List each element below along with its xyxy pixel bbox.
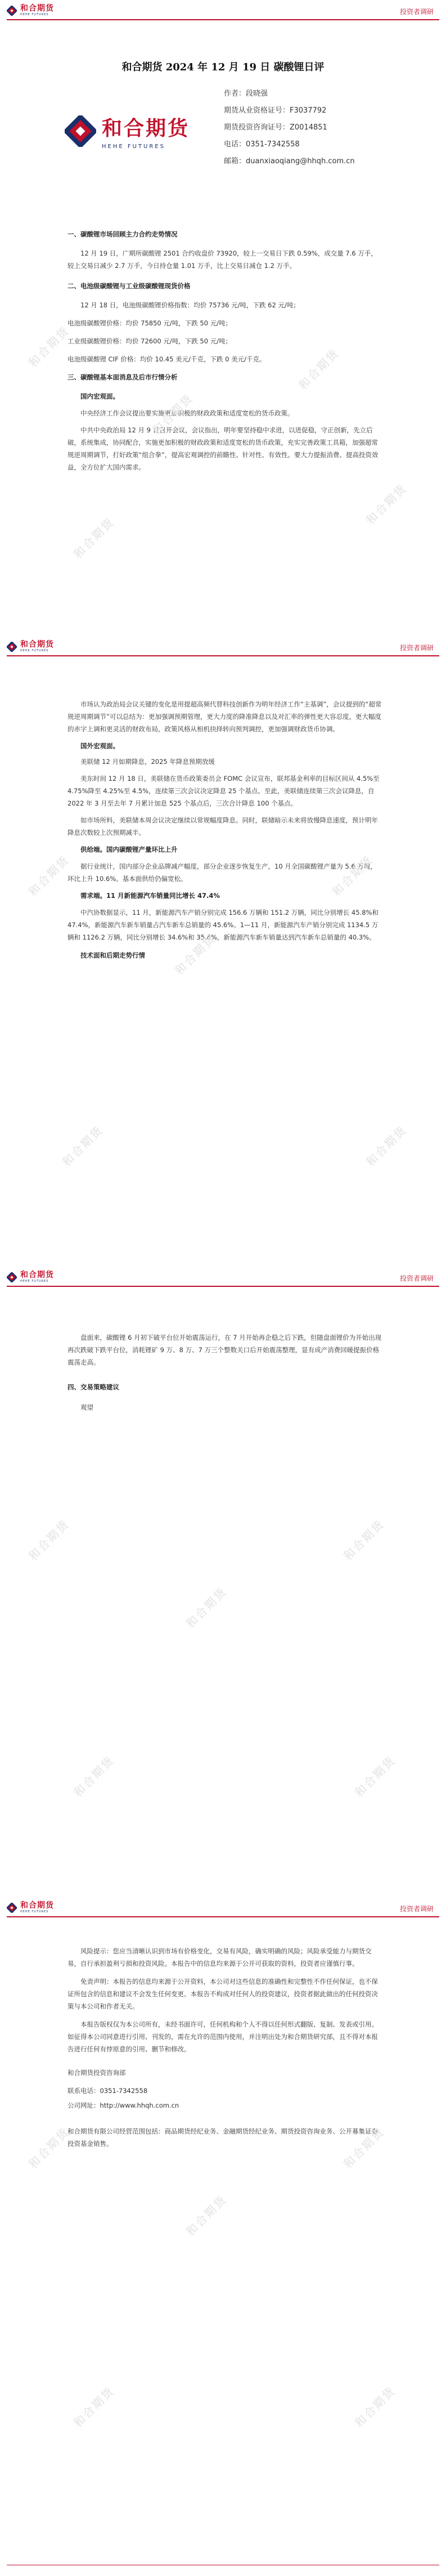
author-block — [224, 86, 355, 170]
report-title: 和合期货 2024 年 12 月 19 日 碳酸锂日评 — [121, 61, 325, 73]
price-line: 工业级碳酸锂价格：均价 72600 元/吨，下跌 50 元/吨； — [67, 337, 232, 345]
strategy-text: 观望 — [80, 1403, 93, 1411]
header-logo — [7, 5, 54, 16]
header-logo — [7, 1902, 54, 1913]
header-divider — [7, 655, 439, 656]
paragraph: 美东时间 12 月 18 日，美联储在货币政策委员会 FOMC 会议宣布，联邦基金利率的目标区间从 4.5%至 4.75%降至 4.25%至 4.5%，连续第三次会议决定降息 25 个基点。至此，美联储连续第三次会议降息，自 2022 年 3 月至去年 7 月累计加息 525 个基点后，三次合计降息 100 个基点。 — [67, 775, 380, 807]
company-scope: 和合期货有限公司经营范围包括：商品期货经纪业务、金融期货经纪业务、期货投资咨询业务、公开募集证券投资基金销售。 — [67, 2127, 378, 2148]
subsection-heading: 国外宏观面。 — [80, 742, 119, 750]
page-1 — [0, 0, 446, 630]
watermark: 和合期货 — [60, 1122, 106, 1169]
page-header — [0, 1267, 446, 1289]
subsection-heading: 技术面和后期走势行情 — [80, 951, 145, 959]
watermark: 和合期货 — [352, 2383, 399, 2430]
contact-website: 公司网址：http://www.hhqh.com.cn — [67, 2101, 179, 2109]
price-line: 电池级碳酸锂 CIF 价格：均价 10.45 美元/千克，下跌 0 美元/千克。 — [67, 355, 266, 363]
header-label: 投资者调研 — [399, 644, 434, 652]
header-divider — [7, 19, 439, 20]
brand-name-en: HEHE FUTURES — [20, 13, 49, 16]
price-line: 电池级碳酸锂价格：均价 75850 元/吨，下跌 50 元/吨； — [67, 319, 232, 327]
risk-warning: 风险提示：您应当清晰认识到市场有价格变化，交易有风险，确实明确的风险；风险承受能力与期货交易，自行承担盈利亏损和投资风险。本报告中的信息均来源于公开可获取的资料，投资者应谨慎行事。 — [67, 1947, 372, 1967]
watermark: 和合期货 — [26, 323, 73, 370]
header-divider — [7, 1916, 439, 1917]
paragraph: 市场认为政治局会议关键的变化是用提超高频代替科技创新作为明年经济工作“主基调”，会议提到的“超常规逆周期调节”可以总结为：更加强调预期管理，更大力度的降准降息以及对汇率的弹性更大容忍度，更大幅度的赤字上调和更灵活的财政布局，政策风格从相机抉择转向预判调控，更加强调财政货币协调。 — [67, 700, 382, 733]
contact-phone: 联系电话：0351-7342558 — [67, 2087, 148, 2095]
section-2-heading: 二、电池级碳酸锂与工业级碳酸锂现货价格 — [67, 282, 191, 290]
brand-name-en: HEHE FUTURES — [20, 1910, 49, 1913]
watermark: 和合期货 — [183, 1584, 230, 1631]
author-name: 作者：段晓强 — [224, 90, 268, 98]
section-3-heading: 三、碳酸锂基本面消息及后市行情分析 — [67, 373, 178, 381]
paragraph: 如市场所料，美联储本周会议决定继续以常规幅度降息。同时，联储暗示未来将放慢降息速度，预计明年降息次数较上次预期减半。 — [67, 816, 378, 837]
page-4 — [0, 1891, 446, 2576]
header-label: 投资者调研 — [399, 1274, 434, 1282]
subsection-heading: 需求端。11 月新能源汽车销量同比增长 47.4% — [80, 892, 220, 900]
watermark: 和合期货 — [330, 852, 376, 899]
watermark: 和合期货 — [71, 515, 118, 561]
author-qualification-2: 期货投资咨询证号：Z0014851 — [224, 123, 327, 132]
watermark: 和合期货 — [341, 2125, 388, 2171]
brand-name: 和合期货 — [20, 1271, 54, 1280]
watermark: 和合期货 — [26, 1517, 73, 1563]
page-2-body — [67, 698, 382, 961]
paragraph: 中汽协数据显示，11 月，新能源汽车产销分别完成 156.6 万辆和 151.2 万辆，同比分别增长 45.8%和 47.4%，新能源汽车新车销量占汽车新车总销量的 45.6%。1—11 月，新能源汽车产销分别完成 1134.5 万辆和 1126.2 万辆，同比分别增长 34.6%和 35.6%，新能源汽车新车销量达到汽车新车总销量的 40.3%。 — [67, 909, 379, 941]
paragraph: 中共中央政治局 12 月 9 日召开会议，会议指出，明年要坚持稳中求进，以进促稳，守正创新，先立后破，系统集成，协同配合，实施更加积极的财政政策和适度宽松的货币政策，充实完善政策工具箱，加强超常规逆周期调节，打好政策“组合拳”，提高宏观调控的前瞻性、针对性、有效性。要大力提振消费、提高投资效益，全方位扩大国内需求。 — [67, 426, 379, 471]
brand-name: 和合期货 — [20, 1901, 54, 1910]
header-logo — [7, 641, 54, 652]
brand-name: 和合期货 — [20, 4, 54, 13]
watermark: 和合期货 — [26, 2125, 73, 2171]
cover-logo — [65, 113, 190, 150]
brand-name: 和合期货 — [20, 640, 54, 649]
brand-logo-icon — [7, 1272, 17, 1282]
watermark: 和合期货 — [71, 2383, 118, 2430]
author-qualification-1: 期货从业资格证号：F3037792 — [224, 106, 327, 115]
watermark: 和合期货 — [71, 1753, 118, 1800]
section-1-heading: 一、碳酸锂市场回顾主力合约走势情况 — [67, 230, 178, 238]
paragraph: 中央经济工作会议提出要实施更加积极的财政政策和适度宽松的货币政策。 — [80, 409, 294, 417]
brand-logo-icon — [7, 642, 17, 652]
cover-brand-name: 和合期货 — [102, 117, 190, 140]
paragraph: 盘面来，碳酸锂 6 月初下破平台位开始震荡运行，在 7 月开始再企稳之后下跌，但随盘面锂价为开始出现再次跌破下跌平台位，消耗锂矿 9 万、8 万、7 万三个整数关口后开始震荡整理，显有成产消费回暖提振价格震荡走高。 — [67, 1334, 382, 1366]
header-divider — [7, 1286, 439, 1287]
section-1-text: 12 月 19 日，广期所碳酸锂 2501 合约收盘价 73920，较上一交易日下跌 0.59%，成交量 7.6 万手，较上交易日减少 2.7 万手，今日持仓量 1.01 万手，比上交易日减仓 1.2 万手。 — [67, 249, 377, 270]
page-3-body — [67, 1331, 382, 1414]
brand-name-en: HEHE FUTURES — [20, 1280, 49, 1283]
copyright-notice: 本报告版权仅为本公司所有，未经书面许可，任何机构和个人不得以任何形式翻版、复制、发表或引用。如征得本公司同意进行引用、刊发的，需在允许的范围内使用，并注明出处为和合期货研究部，且不得对本报告进行任何有悖原意的引用、删节和修改。 — [67, 2020, 378, 2053]
disclaimer: 免责声明：本报告的信息均来源于公开资料，本公司对这些信息的准确性和完整性不作任何保证，也不保证所包含的信息和建议不会发生任何变更。本报告不构成对任何人的投资建议，投资者据此做出的任何投资决策与本公司和作者无关。 — [67, 1978, 378, 2010]
price-line: 12 月 18 日，电池级碳酸锂价格指数：均价 75736 元/吨，下跌 62 元/吨； — [80, 301, 300, 309]
watermark: 和合期货 — [150, 391, 196, 437]
page-header — [0, 0, 446, 23]
watermark: 和合期货 — [172, 931, 219, 978]
watermark: 和合期货 — [296, 346, 343, 392]
header-label: 投资者调研 — [399, 1905, 434, 1913]
brand-logo-icon — [7, 1903, 17, 1913]
watermark: 和合期货 — [363, 1122, 410, 1169]
paragraph: 美联储 12 月如期降息，2025 年降息预期放缓 — [80, 758, 215, 766]
watermark: 和合期货 — [363, 481, 410, 527]
brand-logo-icon — [7, 6, 17, 16]
subsection-heading: 供给端。国内碳酸锂产量环比上升 — [80, 846, 178, 853]
watermark: 和合期货 — [352, 1753, 399, 1800]
contact-org: 和合期货投资咨询部 — [67, 2069, 126, 2077]
section-4-heading: 四、交易策略建议 — [67, 1383, 119, 1391]
watermark: 和合期货 — [26, 852, 73, 899]
paragraph: 据行业统计，国内部分企业品牌减产幅度，部分企业逐步恢复生产，10 月全国碳酸锂产量为 5.6 万吨，环比上升 10.6%。基本面供给仍偏宽松。 — [67, 862, 377, 883]
subsection-heading: 国内宏观面。 — [80, 392, 119, 400]
watermark: 和合期货 — [341, 1517, 388, 1563]
cover-brand-name-en: HEHE FUTURES — [102, 144, 165, 150]
page-3 — [0, 1261, 446, 1891]
page-4-body — [67, 1945, 382, 2150]
brand-logo-large-icon — [65, 115, 96, 147]
header-logo — [7, 1271, 54, 1283]
watermark: 和合期货 — [183, 2192, 230, 2239]
brand-name-en: HEHE FUTURES — [20, 649, 49, 652]
page-1-body — [67, 228, 382, 473]
page-header — [0, 636, 446, 659]
header-label: 投资者调研 — [399, 8, 434, 16]
author-phone: 电话：0351-7342558 — [224, 140, 300, 149]
author-email: 邮箱：duanxiaoqiang@hhqh.com.cn — [224, 157, 355, 166]
page-header — [0, 1897, 446, 1920]
page-2 — [0, 630, 446, 1261]
